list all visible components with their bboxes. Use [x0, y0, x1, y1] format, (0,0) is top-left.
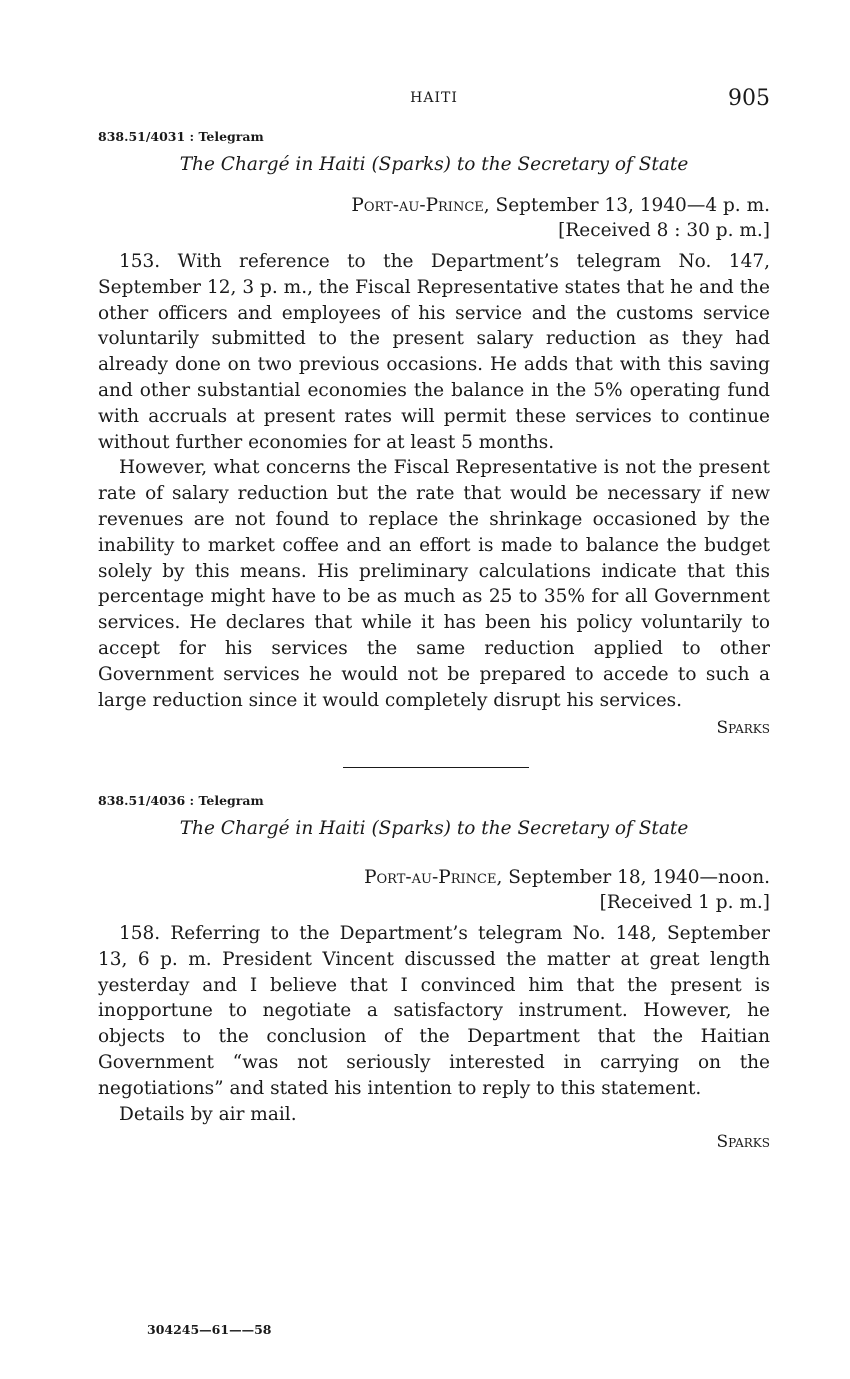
- dateline: [98, 865, 770, 890]
- document-page: [98, 0, 770, 1379]
- signature: Sparks: [716, 1132, 770, 1153]
- page-number: 905: [728, 86, 770, 111]
- signature: Sparks: [716, 718, 770, 739]
- paragraph: However, what concerns the Fiscal Representative is not the present rate of salary reduction but the rate that would be necessary if new revenues are not found to replace the shrinkage occasioned by the inability to market coffee and an effort is made to balance the budget solely by this means. His preliminary calculations indicate that this percentage might have to be as much as 25 to 35% for all Government services. He declares that while it has been his policy voluntarily to accept for his services the same reduction applied to other Government services he would not be prepared to accede to such a large reduction since it would completely disrupt his services.: [98, 457, 770, 711]
- file-reference: 838.51/4031 : Telegram: [98, 129, 264, 144]
- running-header: [98, 86, 770, 114]
- telegram-4036: [98, 791, 770, 1155]
- paragraph: Details by air mail.: [119, 1103, 297, 1125]
- document-title: The Chargé in Haiti (Sparks) to the Secretary of State: [179, 154, 689, 175]
- received-time: [Received 1 p. m.]: [599, 892, 770, 913]
- running-title: HAITI: [410, 90, 458, 106]
- received-time: [Received 8 : 30 p. m.]: [558, 220, 770, 241]
- dateline-date: September 13, 1940—4 p. m.: [495, 195, 770, 216]
- section-divider: [343, 767, 529, 768]
- dateline-place: Port-au-Prince,: [364, 867, 503, 888]
- paragraph: 158. Referring to the Department’s telegram No. 148, September 13, 6 p. m. President Vincent discussed the matter at great length yesterday and I believe that I convinced him that the present is inopportune to negotiate a satisfactory instrument. However, he objects to the conclusion of the Department that the Haitian Government “was not seriously interested in carrying on the negotiations” and stated his intention to reply to this statement.: [98, 923, 770, 1099]
- dateline: [98, 193, 770, 218]
- file-reference: 838.51/4036 : Telegram: [98, 793, 264, 808]
- print-code: 304245—61——58: [147, 1322, 272, 1337]
- paragraph: 153. With reference to the Department’s telegram No. 147, September 12, 3 p. m., the Fiscal Representative states that he and the other officers and employees of his service and the customs service voluntarily submitted to the present salary reduction as they had already done on two previous occasions. He adds that with this saving and other substantial economies the balance in the 5% operating fund with accruals at present rates will permit these services to continue without further economies for at least 5 months.: [98, 251, 770, 453]
- telegram-4031: [98, 127, 770, 741]
- document-title: The Chargé in Haiti (Sparks) to the Secretary of State: [179, 818, 689, 839]
- dateline-date: September 18, 1940—noon.: [508, 867, 770, 888]
- dateline-place: Port-au-Prince,: [351, 195, 490, 216]
